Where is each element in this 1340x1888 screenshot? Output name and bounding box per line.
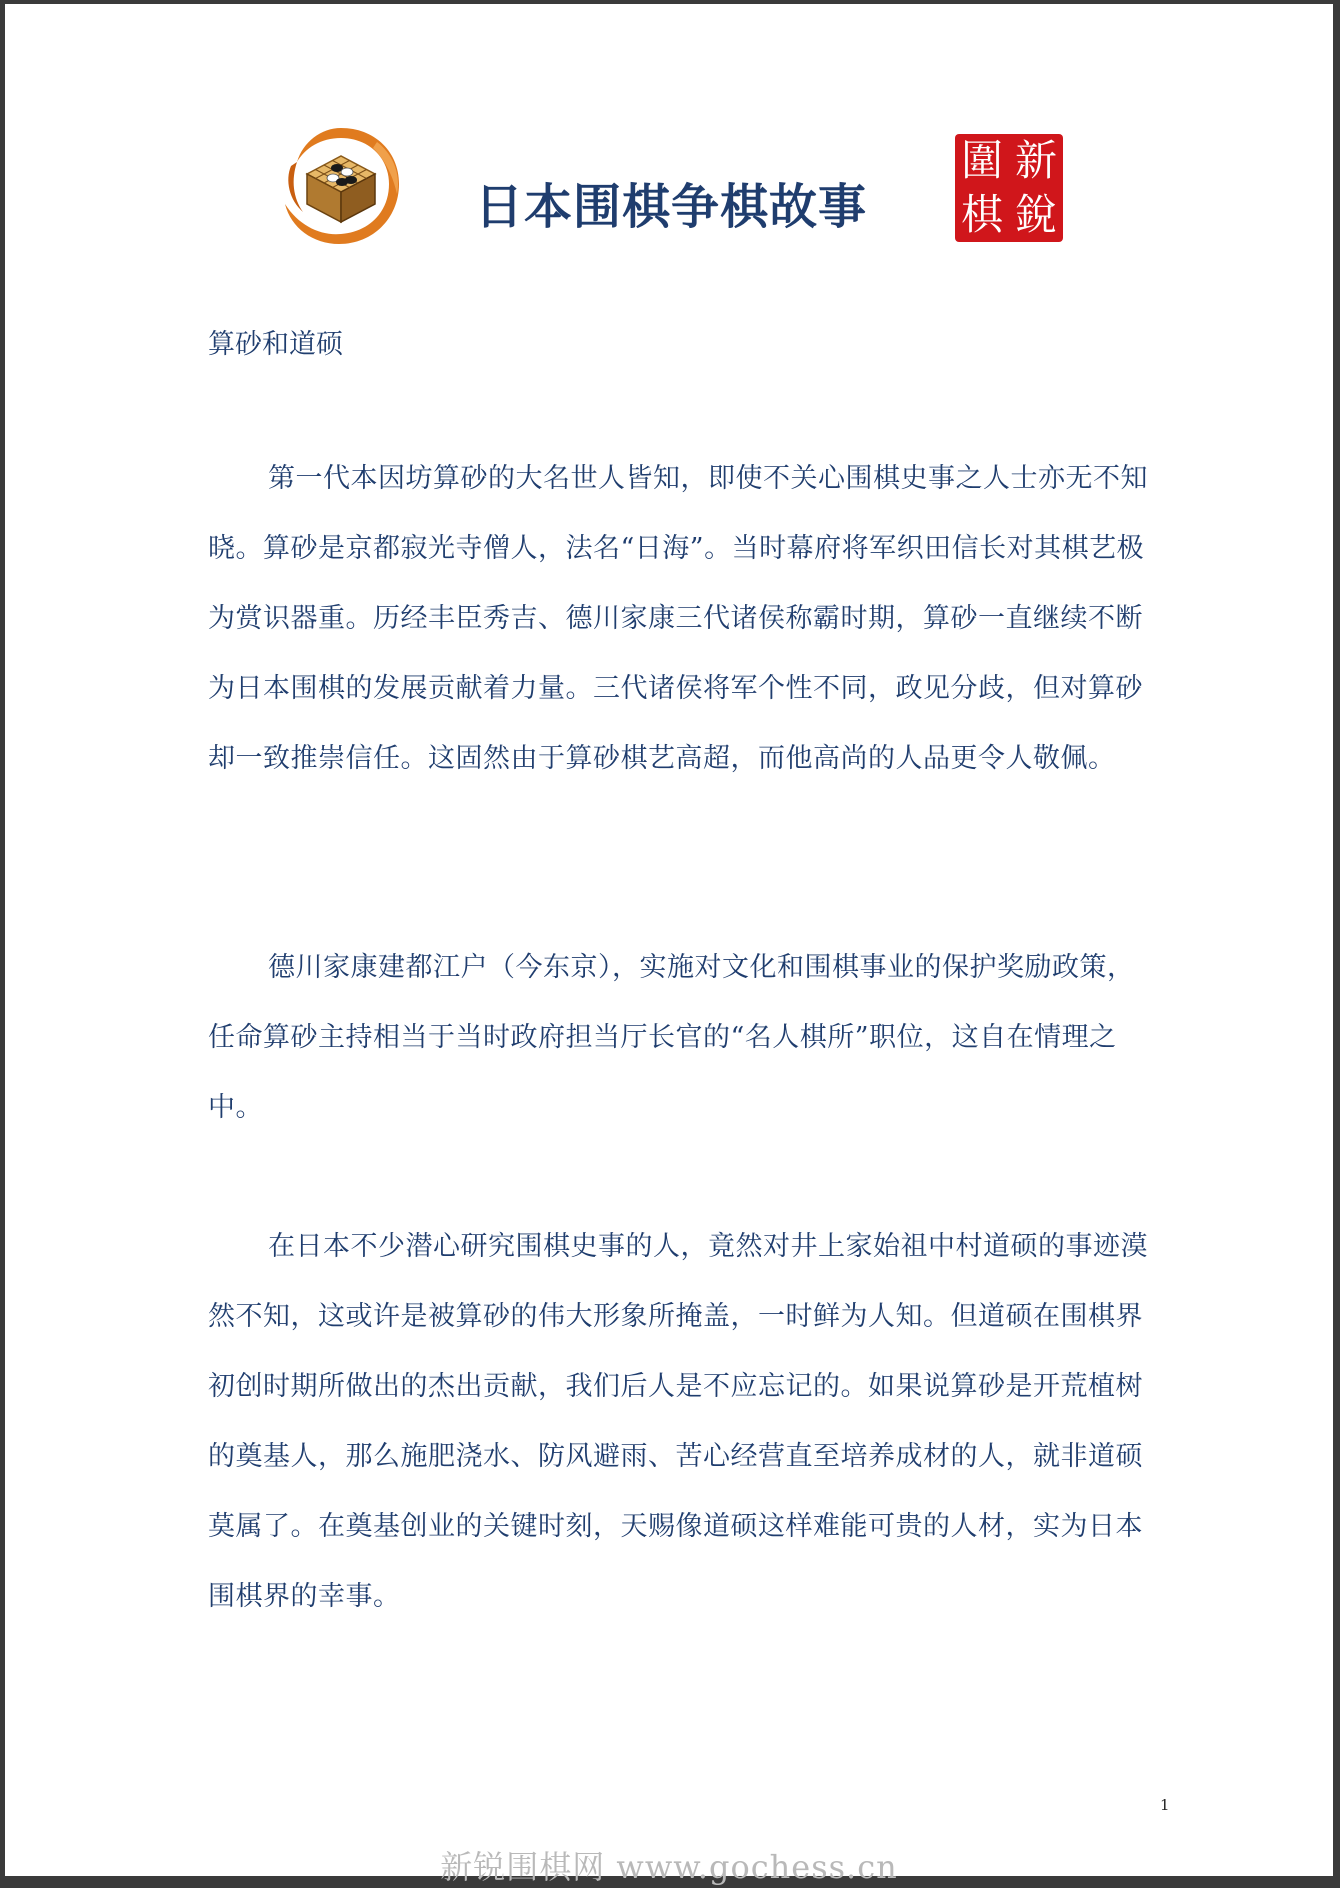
footer-watermark: 新锐围棋网 www.gochess.cn — [440, 1848, 898, 1886]
section-title: 算砂和道硕 — [208, 329, 343, 360]
page-header — [5, 4, 1333, 264]
paragraph-3: 在日本不少潜心研究围棋史事的人，竟然对井上家始祖中村道硕的事迹漠然不知，这或许是被算砂的伟大形象所掩盖，一时鲜为人知。但道硕在围棋界初创时期所做出的杰出贡献，我们后人是不应忘记的。如果说算砂是开荒植树的奠基人，那么施肥浇水、防风避雨、苦心经营直至培养成材的人，就非道硕莫属了。在奠基创业的关键时刻，天赐像道硕这样难能可贵的人材，实为日本围棋界的幸事。 — [208, 1231, 1148, 1612]
document-title: 日本围棋争棋故事 — [475, 179, 868, 235]
seal-char: 新 — [1014, 136, 1057, 185]
seal-char: 圍 — [960, 136, 1003, 185]
paragraph-2: 德川家康建都江户（今东京），实施对文化和围棋事业的保护奖励政策，任命算砂主持相当于当时政府担当厅长官的“名人棋所”职位，这自在情理之中。 — [208, 952, 1135, 1123]
seal-char: 棋 — [960, 190, 1003, 239]
page-number: 1 — [1160, 1796, 1170, 1814]
red-seal-icon — [955, 134, 1063, 242]
document-page — [5, 4, 1333, 1886]
seal-char: 銳 — [1014, 190, 1057, 239]
go-board-logo-icon — [277, 122, 405, 250]
paragraph-1: 第一代本因坊算砂的大名世人皆知，即使不关心围棋史事之人士亦无不知晓。算砂是京都寂光寺僧人，法名“日海”。当时幕府将军织田信长对其棋艺极为赏识器重。历经丰臣秀吉、德川家康三代诸侯称霸时期，算砂一直继续不断为日本围棋的发展贡献着力量。三代诸侯将军个性不同，政见分歧，但对算砂却一致推崇信任。这固然由于算砂棋艺高超，而他高尚的人品更令人敬佩。 — [208, 463, 1148, 774]
